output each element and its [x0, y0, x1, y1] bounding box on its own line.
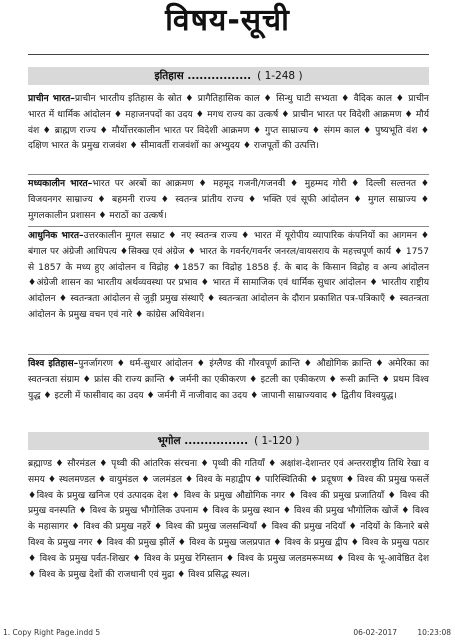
entry-divider — [28, 174, 429, 175]
section-heading-geography — [28, 432, 429, 450]
toc-entry-ancient-india — [28, 92, 429, 155]
title-divider — [28, 54, 429, 55]
section-heading-history — [28, 67, 429, 85]
footer-file-name: 1. Copy Right Page.indd 5 — [3, 628, 101, 637]
entry-text: भारत पर अरबों का आक्रमण ♦ महमूद गजनी/गजनवी ♦ मुहम्मद गोरी ♦ दिल्ली सल्तनत ♦ विजयनगर साम्राज्य ♦ बहमनी राज्य ♦ स्वतन्त्र प्रांतीय राज्य ♦ भक्ति एवं सूफी आंदोलन ♦ मुगल साम्राज्य ♦ मुगलकालीन प्रशासन ♦ मराठों का उत्कर्ष। — [28, 179, 429, 221]
entry-divider — [28, 354, 429, 355]
footer-time: 10:23:08 — [417, 628, 451, 637]
footer-date: 06-02-2017 — [353, 628, 397, 637]
entry-label: प्राचीन भारत– — [28, 94, 75, 104]
page-title: विषय-सूची — [165, 3, 290, 38]
entry-label: मध्यकालीन भारत– — [28, 179, 93, 189]
toc-entry-geography — [28, 457, 429, 583]
toc-entry-world-history — [28, 357, 429, 404]
entry-text: पुनर्जागरण ♦ धर्म-सुधार आंदोलन ♦ इंग्लैण्ड की गौरवपूर्ण क्रान्ति ♦ औद्योगिक क्रान्ति ♦ अमेरिका का स्वतन्त्रता संग्राम ♦ फ्रांस की राज्य क्रान्ति ♦ जर्मनी का एकीकरण ♦ इटली का एकीकरण ♦ रूसी क्रान्ति ♦ प्रथम विश्व युद्ध ♦ इटली में फासीवाद का उदय ♦ जर्मनी में नाजीवाद का उदय ♦ जापानी साम्राज्यवाद ♦ द्वितीय विश्वयुद्ध। — [28, 359, 430, 401]
toc-entry-modern-india — [28, 229, 429, 324]
entry-text: ब्रह्माण्ड ♦ सौरमंडल ♦ पृथ्वी की आंतरिक संरचना ♦ पृथ्वी की गतियाँ ♦ अक्षांश-देशान्तर एवं अन्तरराष्ट्रीय तिथि रेखा व समय ♦ स्थलमण्डल ♦ वायुमंडल ♦ जलमंडल ♦ विश्व के महाद्वीप ♦ पारिस्थितिकी ♦ प्रदूषण ♦ विश्व की प्रमुख फसलें ♦विश्व के प्रमुख खनिज एवं उत्पादक देश ♦ विश्व के प्रमुख औद्योगिक नगर ♦ विश्व की प्रमुख प्रजातियाँ ♦ विश्व की प्रमुख वनस्पति ♦ विश्व के प्रमुख भौगोलिक उपनाम ♦ विश्व के प्रमुख स्थान ♦ विश्व की प्रमुख भौगोलिक खोजें ♦ विश्व के महासागर ♦ विश्व की प्रमुख नहरें ♦ विश्व की प्रमुख जलसन्धियाँ ♦ विश्व की प्रमुख नदियाँ ♦ नदियों के किनारे बसे विश्व के प्रमुख नगर ♦ विश्व की प्रमुख झीलें ♦ विश्व के प्रमुख जलप्रपात ♦ विश्व के प्रमुख द्वीप ♦ विश्व के प्रमुख पठार ♦ विश्व के प्रमुख पर्वत-शिखर ♦ विश्व के प्रमुख रेगिस्तान ♦ विश्व के प्रमुख जलडमरूमध्य ♦ विश्व के भू-आवेष्ठित देश ♦ विश्व के प्रमुख देशों की राजधानी एवं मुद्रा ♦ विश्व प्रसिद्ध स्थल। — [28, 459, 429, 580]
section-page-range: ( 1-248 ) — [257, 70, 303, 82]
print-footer — [0, 627, 455, 639]
entry-divider — [28, 226, 429, 227]
section-heading-label: इतिहास ................ — [154, 70, 252, 82]
entry-label: विश्व इतिहास– — [28, 359, 79, 369]
toc-entry-medieval-india — [28, 177, 429, 224]
entry-text: उत्तरकालीन मुगल सम्राट ♦ नए स्वतन्त्र राज्य ♦ भारत में यूरोपीय व्यापारिक कंपनियों का आगमन ♦ बंगाल पर अंग्रेजी आधिपत्य ♦सिक्ख एवं अंग्रेज ♦ भारत के गवर्नर/गवर्नर जनरल/वायसराय के महत्त्वपूर्ण कार्य ♦ 1757 से 1857 के मध्य हुए आंदोलन व विद्रोह ♦1857 का विद्रोह 1858 ई. के बाद के किसान विद्रोह व अन्य आंदोलन ♦अंग्रेजी शासन का भारतीय अर्थव्यवस्था पर प्रभाव ♦ भारत में सामाजिक एवं धार्मिक सुधार आंदोलन ♦ भारतीय राष्ट्रीय आंदोलन ♦ स्वतन्त्रता आंदोलन से जुड़ी प्रमुख संस्थाएँ ♦ स्वतन्त्रता आंदोलन के दौरान प्रकाशित पत्र-पत्रिकाएँ ♦ स्वतन्त्रता आंदोलन के प्रमुख वचन एवं नारे ♦ कांग्रेस अधिवेशन। — [28, 231, 430, 320]
entry-label: आधुनिक भारत– — [28, 231, 84, 241]
section-heading-label: भूगोल ................ — [157, 435, 249, 447]
entry-text: प्राचीन भारतीय इतिहास के स्रोत ♦ प्रागैतिहासिक काल ♦ सिन्धु घाटी सभ्यता ♦ वैदिक काल ♦ प्राचीन भारत में धार्मिक आंदोलन ♦ महाजनपदों का उदय ♦ मगध राज्य का उत्कर्ष ♦ प्राचीन भारत पर विदेशी आक्रमण ♦ मौर्य वंश ♦ ब्राह्मण राज्य ♦ मौर्योत्तरकालीन भारत पर विदेशी आक्रमण ♦ गुप्त साम्राज्य ♦ संगम काल ♦ पुष्यभूति वंश ♦ दक्षिण भारत के प्रमुख राजवंश ♦ सीमावर्ती राजवंशों का अभ्युदय ♦ राजपूतों की उत्पत्ति। — [28, 94, 429, 152]
section-page-range: ( 1-120 ) — [254, 435, 300, 447]
